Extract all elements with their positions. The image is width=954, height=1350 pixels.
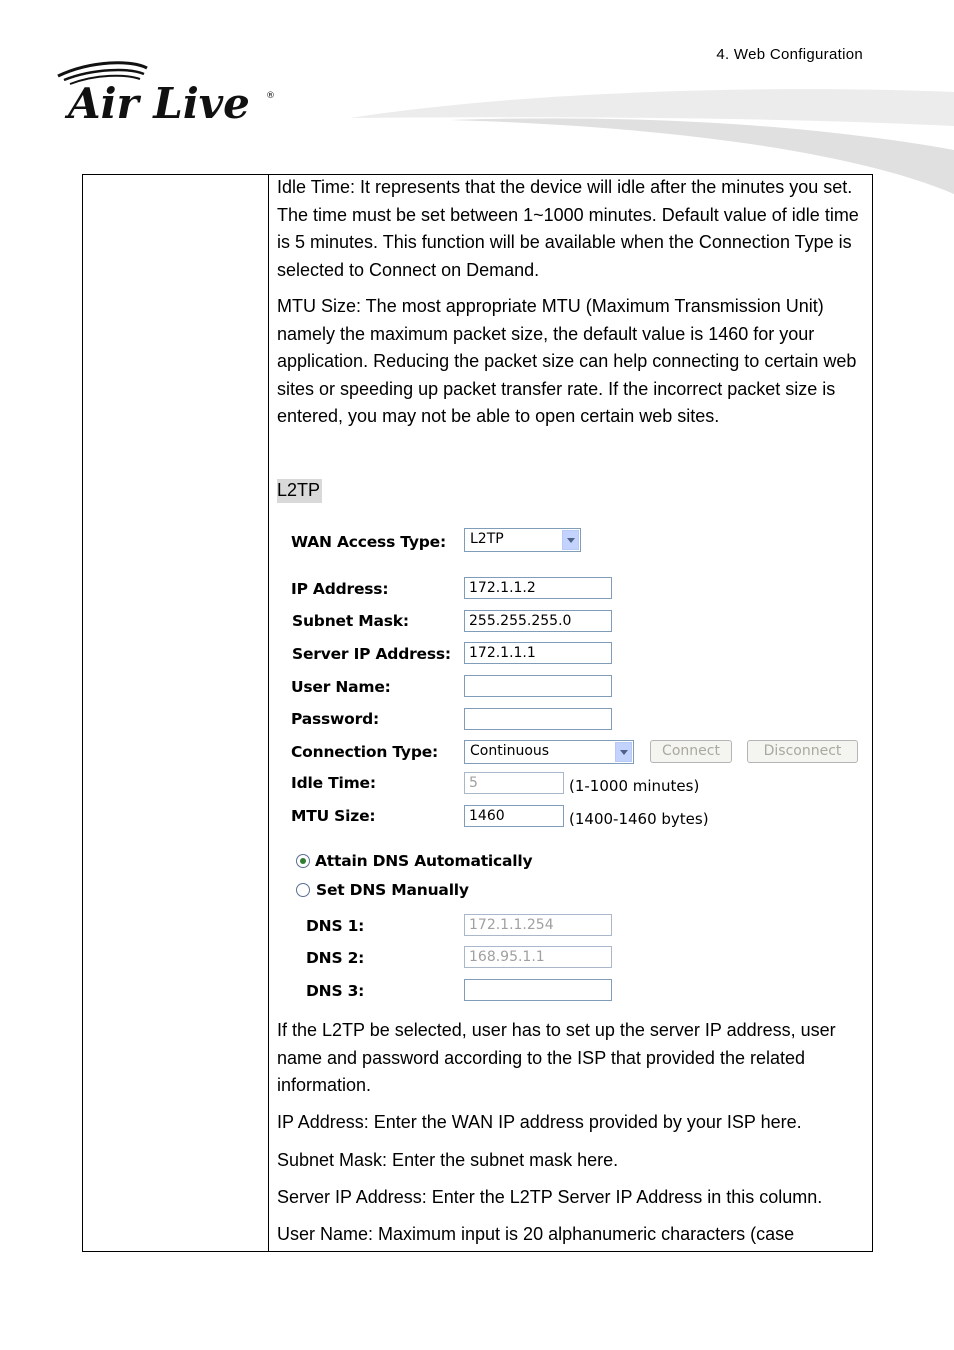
chevron-down-icon bbox=[615, 742, 632, 762]
airlive-logo bbox=[52, 58, 282, 128]
dns-manual-radio[interactable] bbox=[296, 883, 310, 897]
idle-time-input[interactable]: 5 bbox=[464, 772, 564, 794]
l2tp-section-title: L2TP bbox=[277, 479, 322, 503]
dns-manual-label: Set DNS Manually bbox=[316, 881, 469, 899]
wan-access-type-value: L2TP bbox=[470, 531, 504, 547]
dns1-input[interactable]: 172.1.1.254 bbox=[464, 914, 612, 936]
mtu-size-label: MTU Size: bbox=[291, 807, 376, 825]
ip-address-input[interactable]: 172.1.1.2 bbox=[464, 577, 612, 599]
ip-address-label: IP Address: bbox=[291, 580, 389, 598]
server-ip-label: Server IP Address: bbox=[292, 645, 451, 663]
dns3-label: DNS 3: bbox=[306, 982, 365, 1000]
mtu-size-input[interactable]: 1460 bbox=[464, 805, 564, 827]
chevron-down-icon bbox=[562, 530, 579, 550]
connection-type-select[interactable] bbox=[464, 740, 634, 764]
subnet-mask-description: Subnet Mask: Enter the subnet mask here. bbox=[277, 1150, 619, 1170]
dns2-label: DNS 2: bbox=[306, 949, 365, 967]
user-name-description: User Name: Maximum input is 20 alphanumeric characters (case bbox=[277, 1224, 795, 1244]
idle-time-description: Idle Time: It represents that the device will idle after the minutes you set. The time must be set between 1~1000 minutes. Default value of idle time is 5 minutes. This function will be available when the Connection Type is selected to Connect on Demand. bbox=[277, 177, 859, 280]
dns-auto-radio[interactable] bbox=[296, 854, 310, 868]
disconnect-button[interactable]: Disconnect bbox=[747, 740, 858, 763]
server-ip-description: Server IP Address: Enter the L2TP Server IP Address in this column. bbox=[277, 1187, 823, 1207]
dns3-input[interactable] bbox=[464, 979, 612, 1001]
l2tp-description: If the L2TP be selected, user has to set up the server IP address, user name and password according to the ISP that provided the related information. bbox=[277, 1020, 836, 1095]
l2tp-settings-form bbox=[277, 515, 867, 1015]
idle-time-label: Idle Time: bbox=[291, 774, 376, 792]
user-name-input[interactable] bbox=[464, 675, 612, 697]
password-label: Password: bbox=[291, 710, 379, 728]
wan-access-type-select[interactable] bbox=[464, 528, 581, 552]
ip-address-description: IP Address: Enter the WAN IP address provided by your ISP here. bbox=[277, 1112, 802, 1132]
wan-access-type-label: WAN Access Type: bbox=[291, 533, 446, 551]
idle-time-hint: (1-1000 minutes) bbox=[569, 777, 700, 795]
mtu-size-hint: (1400-1460 bytes) bbox=[569, 810, 709, 828]
connection-type-label: Connection Type: bbox=[291, 743, 439, 761]
connection-type-value: Continuous bbox=[470, 743, 550, 759]
chapter-heading: 4. Web Configuration bbox=[716, 46, 863, 63]
dns1-label: DNS 1: bbox=[306, 917, 365, 935]
dns-auto-label: Attain DNS Automatically bbox=[315, 852, 533, 870]
mtu-size-description: MTU Size: The most appropriate MTU (Maximum Transmission Unit) namely the maximum packet size, the default value is 1460 for your application. Reducing the packet size can help connecting to certain web sites or speeding up packet transfer rate. If the incorrect packet size is entered, you may not be able to open certain web sites. bbox=[277, 296, 857, 426]
svg-text:Air Live: Air Live bbox=[68, 79, 250, 128]
password-input[interactable] bbox=[464, 708, 612, 730]
server-ip-input[interactable]: 172.1.1.1 bbox=[464, 642, 612, 664]
content-table bbox=[82, 174, 873, 1252]
connect-button[interactable]: Connect bbox=[650, 740, 732, 763]
subnet-mask-label: Subnet Mask: bbox=[292, 612, 409, 630]
svg-text:®: ® bbox=[266, 91, 275, 101]
dns2-input[interactable]: 168.95.1.1 bbox=[464, 946, 612, 968]
table-left-column bbox=[83, 175, 269, 1251]
subnet-mask-input[interactable]: 255.255.255.0 bbox=[464, 610, 612, 632]
user-name-label: User Name: bbox=[291, 678, 391, 696]
